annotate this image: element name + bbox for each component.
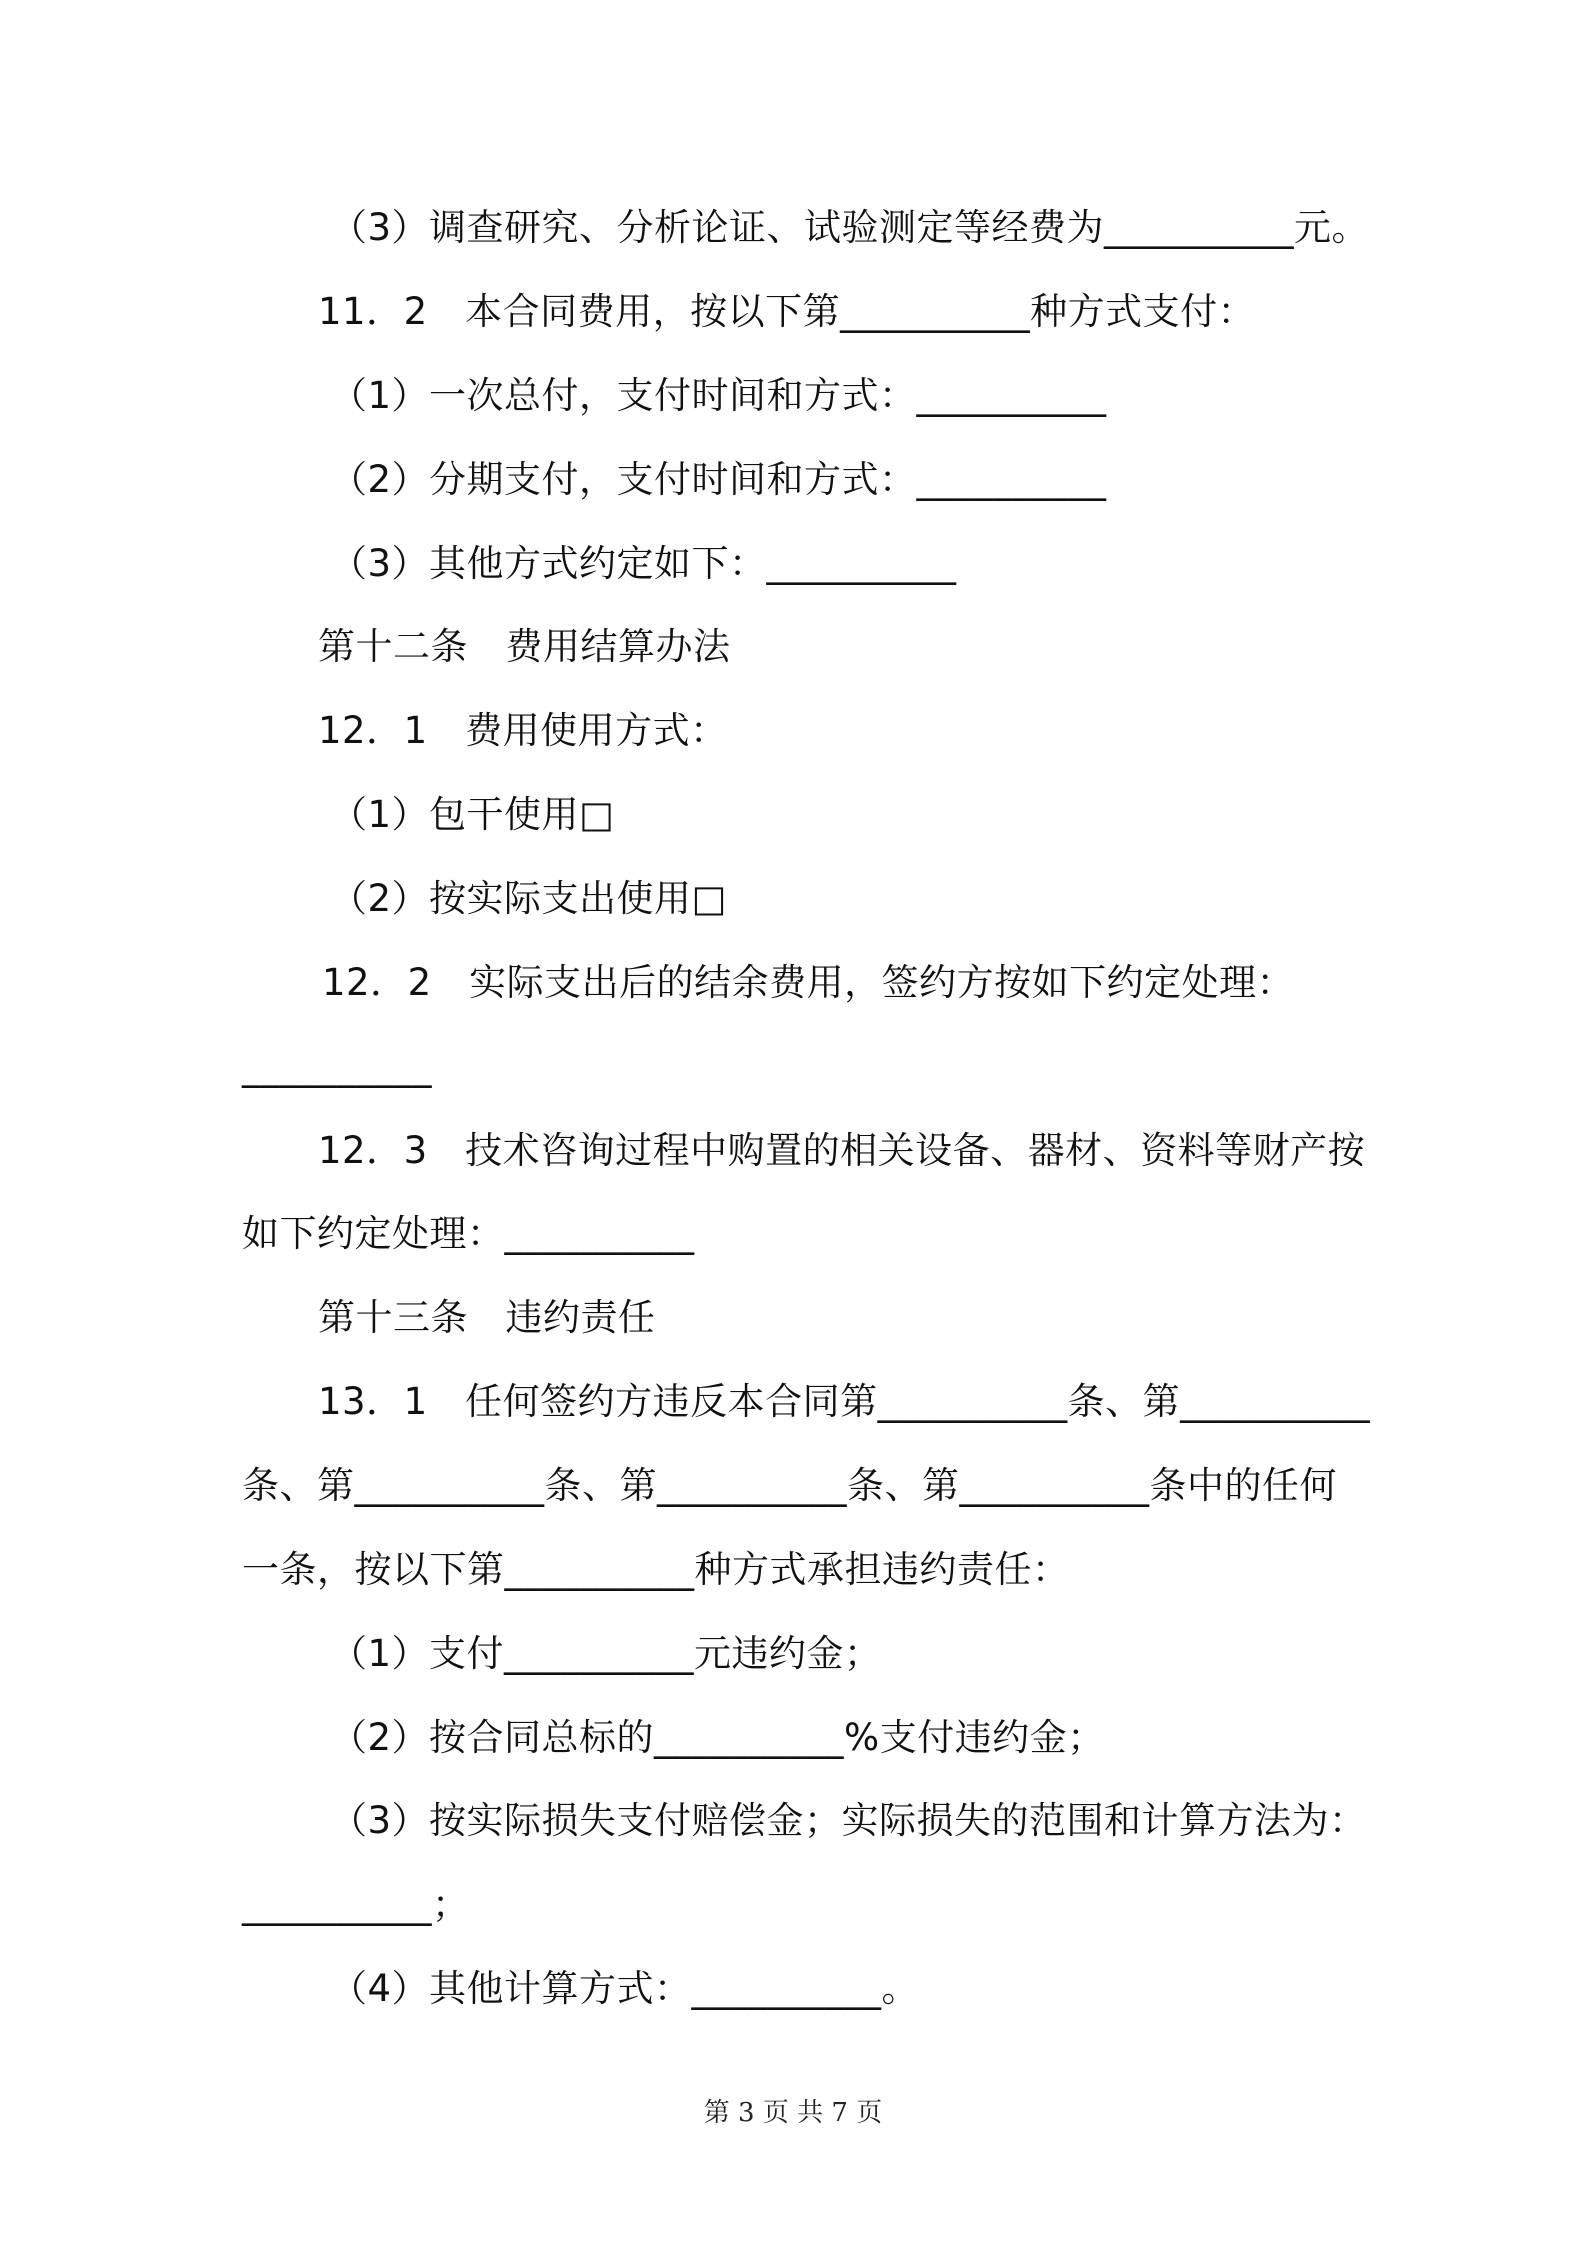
clause-13-1-item-1: （1）支付__________元违约金； — [330, 1632, 882, 1675]
clause-12-1-item-1: （1）包干使用□ — [330, 793, 615, 836]
clause-11-1-item-3: （3）调查研究、分析论证、试验测定等经费为__________元。 — [330, 206, 1370, 249]
clause-12-1: 12．1 费用使用方式： — [318, 709, 728, 752]
clause-12-2-blank: __________ — [242, 1045, 432, 1088]
clause-11-2-item-3: （3）其他方式约定如下：__________ — [330, 542, 957, 585]
clause-11-2-item-2: （2）分期支付，支付时间和方式：__________ — [330, 458, 1107, 501]
clause-13-1-item-2: （2）按合同总标的__________%支付违约金； — [330, 1716, 1105, 1759]
clause-12-3: 12．3 技术咨询过程中购置的相关设备、器材、资料等财产按 — [318, 1129, 1366, 1172]
clause-13-1: 13．1 任何签约方违反本合同第__________条、第__________ — [318, 1380, 1371, 1423]
article-12-heading: 第十二条 费用结算办法 — [318, 625, 731, 668]
clause-13-1-item-3-blank: __________； — [242, 1883, 470, 1926]
article-13-heading: 第十三条 违约责任 — [318, 1296, 656, 1339]
clause-13-1-cont-2: 一条，按以下第__________种方式承担违约责任： — [242, 1548, 1070, 1591]
clause-13-1-item-3: （3）按实际损失支付赔偿金；实际损失的范围和计算方法为： — [330, 1799, 1367, 1842]
page-number-footer: 第 3 页 共 7 页 — [703, 2098, 883, 2128]
clause-11-2: 11．2 本合同费用，按以下第__________种方式支付： — [318, 290, 1256, 333]
clause-12-2: 12．2 实际支出后的结余费用，签约方按如下约定处理： — [322, 961, 1295, 1004]
clause-12-3-cont: 如下约定处理：__________ — [242, 1212, 695, 1255]
clause-13-1-cont-1: 条、第__________条、第__________条、第__________条中的任何 — [242, 1464, 1337, 1507]
clause-11-2-item-1: （1）一次总付，支付时间和方式：__________ — [330, 374, 1107, 417]
clause-12-1-item-2: （2）按实际支出使用□ — [330, 877, 727, 920]
clause-13-1-item-4: （4）其他计算方式：__________。 — [330, 1967, 920, 2010]
